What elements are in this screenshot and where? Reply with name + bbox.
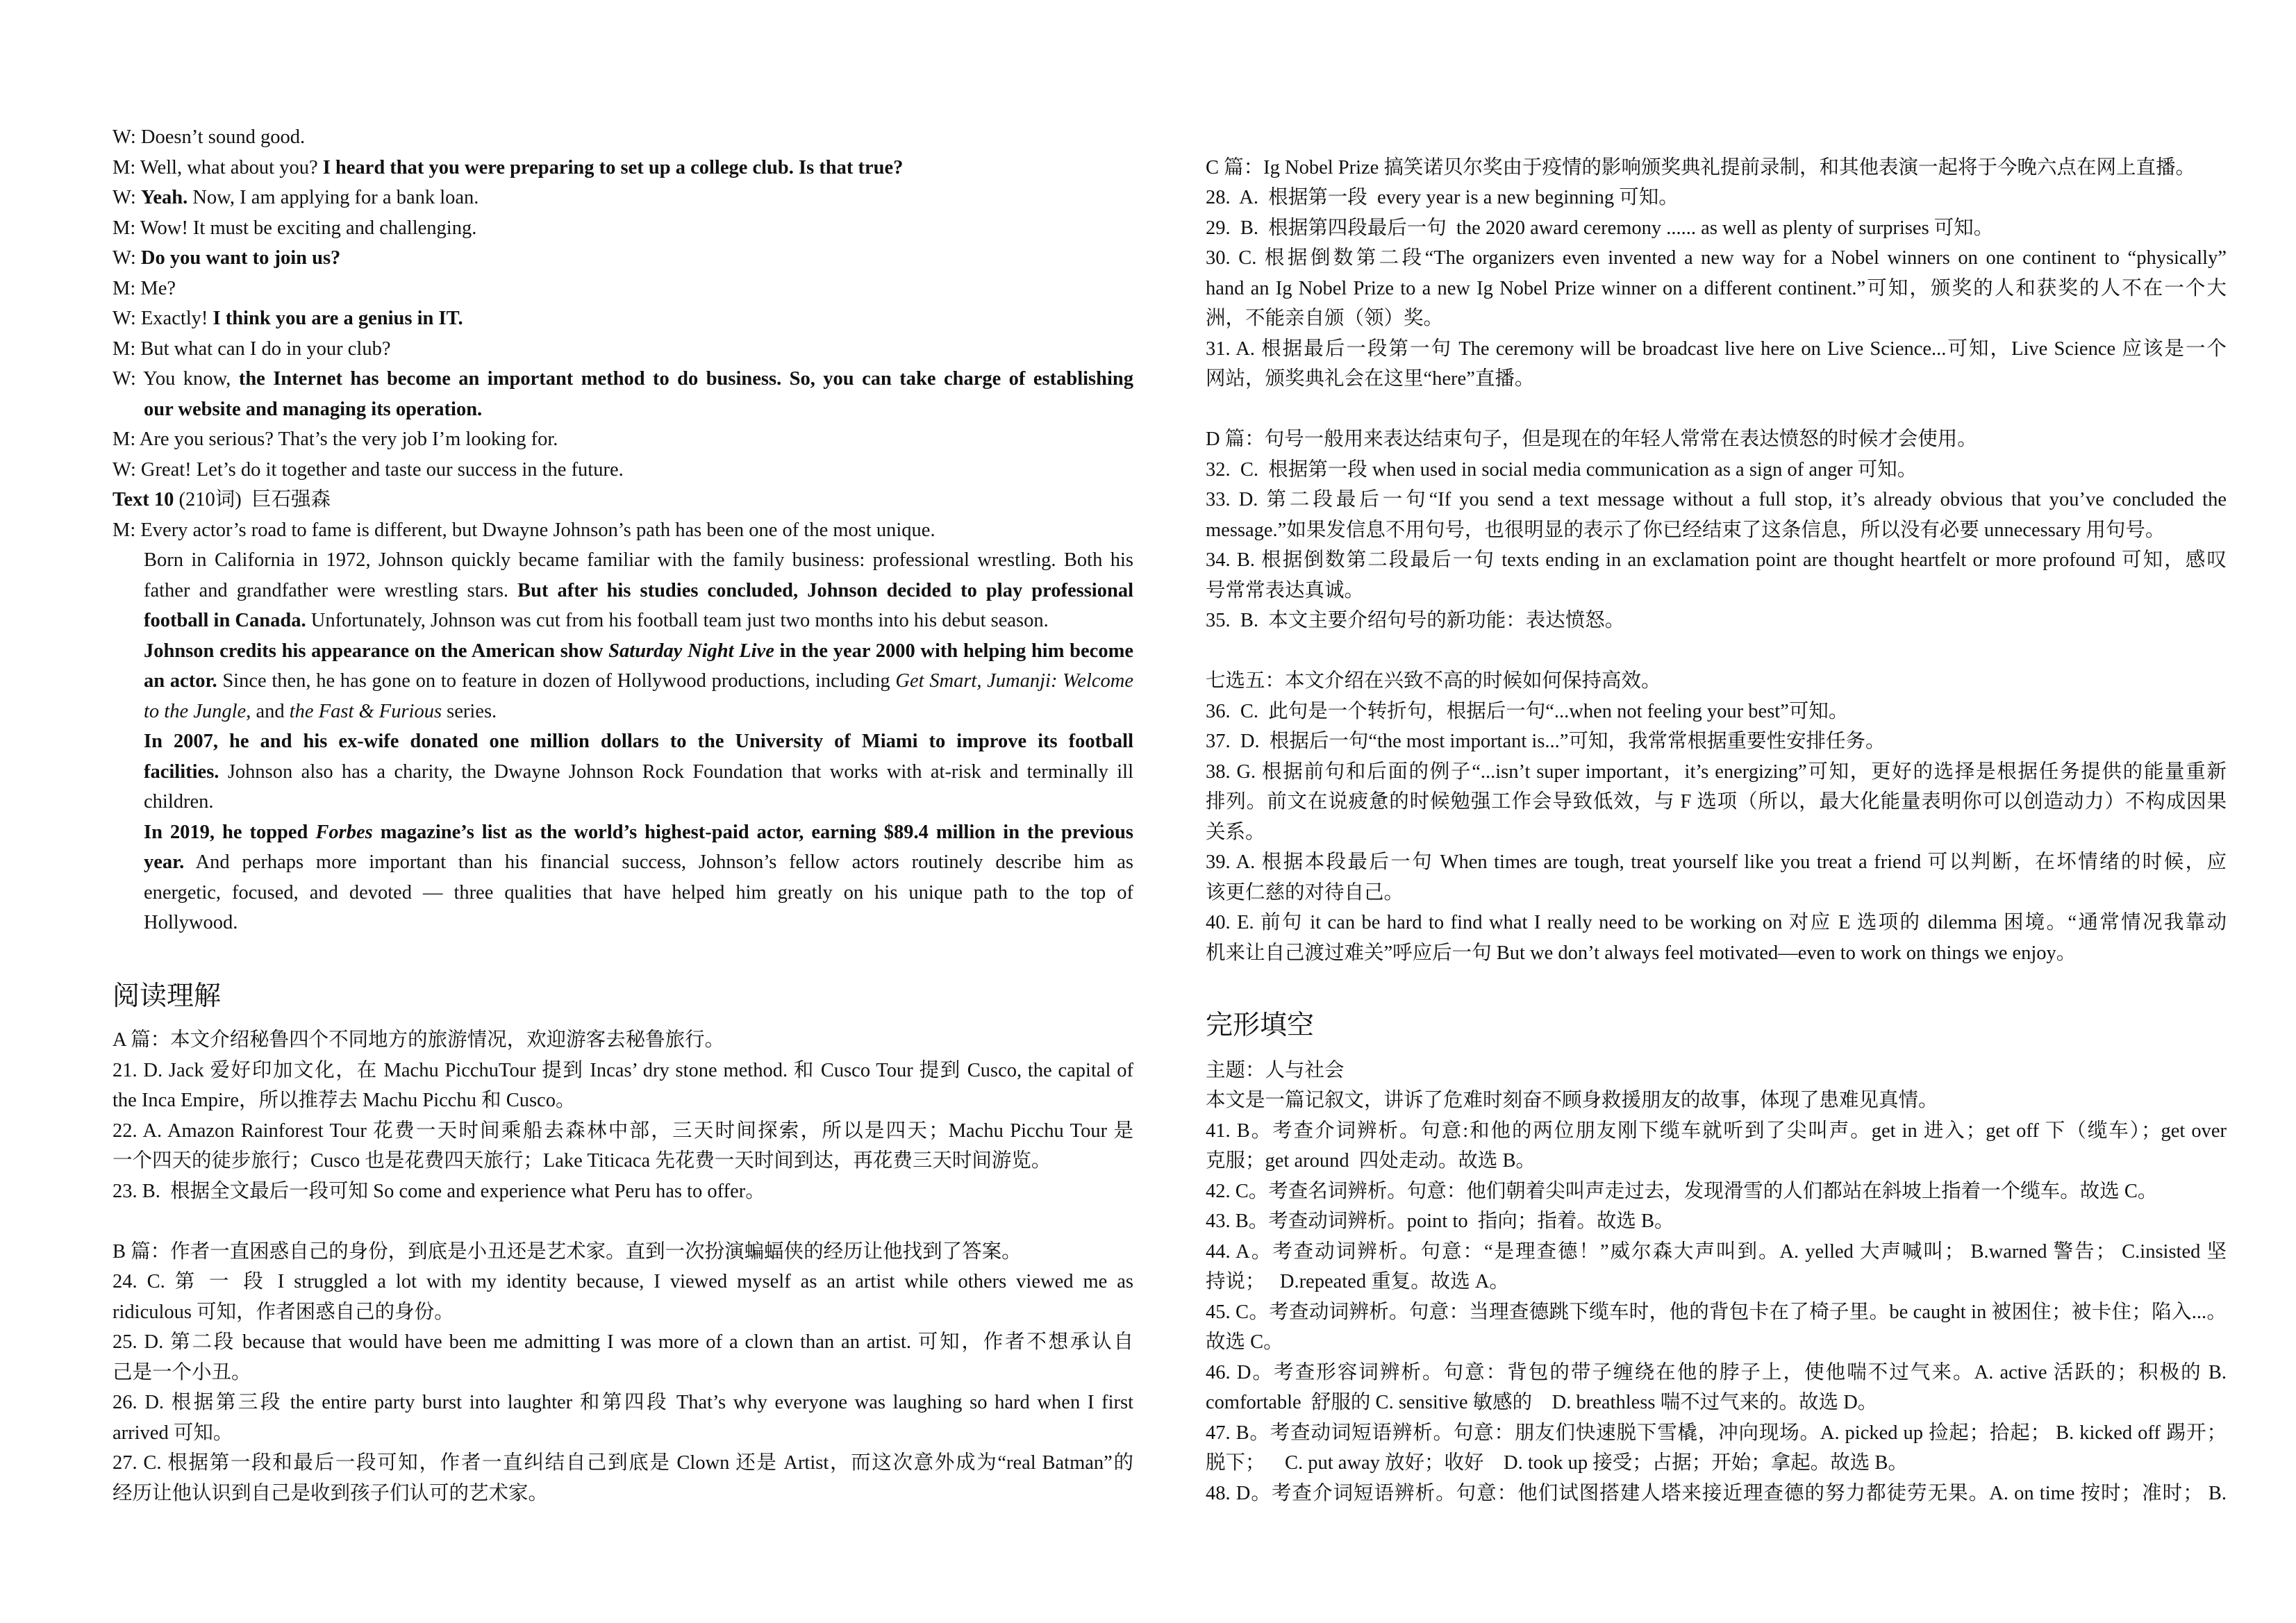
dialog-line: W: Exactly! I think you are a genius in IT. bbox=[113, 308, 463, 329]
reading-line: 25. D. 第二段 because that would have been me admitting I was more of a clown than an artist. 可知，作者不想承认自 bbox=[113, 1331, 1133, 1353]
reading-line: the Inca Empire，所以推荐去 Machu Picchu 和 Cusco。 bbox=[113, 1090, 576, 1111]
reading-line: 23. B. 根据全文最后一段可知 So come and experience what Peru has to offer。 bbox=[113, 1181, 765, 1202]
text10-line: facilities. Johnson also has a charity, the Dwayne Johnson Rock Foundation that works with at-risk and terminally ill bbox=[144, 761, 1133, 783]
answer-line: 38. G. 根据前句和后面的例子“...isn’t super important，it’s energizing”可知，更好的选择是根据任务提供的能量重新 bbox=[1206, 761, 2227, 783]
dialog-line: M: But what can I do in your club? bbox=[113, 338, 391, 360]
dialog-line: W: Great! Let’s do it together and taste our success in the future. bbox=[113, 459, 624, 481]
section-heading-cloze: 完形填空 bbox=[1206, 1010, 1315, 1040]
answer-line: 34. B. 根据倒数第二段最后一句 texts ending in an exclamation point are thought heartfelt or more profound 可知，感叹 bbox=[1206, 549, 2227, 571]
reading-line: arrived 可知。 bbox=[113, 1422, 233, 1444]
reading-line: 一个四天的徒步旅行；Cusco 也是花费四天旅行；Lake Titicaca 先花费一天时间到达，再花费三天时间游览。 bbox=[113, 1150, 1051, 1172]
text10-line: to the Jungle, and the Fast & Furious series. bbox=[144, 701, 497, 722]
answer-line: 网站，颁奖典礼会在这里“here”直播。 bbox=[1206, 368, 1535, 390]
answer-line: 机来让自己渡过难关”呼应后一句 But we don’t always feel motivated—even to work on things we enjoy。 bbox=[1206, 942, 2077, 964]
text10-title: Text 10 (210词) 巨石强森 bbox=[113, 489, 331, 510]
cloze-line: 42. C。考查名词辨析。句意：他们朝着尖叫声走过去，发现滑雪的人们都站在斜坡上指着一个缆车。故选 C。 bbox=[1206, 1181, 2158, 1202]
text10-line: children. bbox=[144, 791, 214, 813]
dialog-line: M: Me? bbox=[113, 278, 176, 299]
cloze-line: 47. B。考查动词短语辨析。句意：朋友们快速脱下雪橇，冲向现场。A. picked up 捡起；拾起； B. kicked off 踢开； bbox=[1206, 1422, 2227, 1444]
reading-line: ridiculous 可知，作者困惑自己的身份。 bbox=[113, 1301, 454, 1323]
answer-line: hand an Ig Nobel Prize to a new Ig Nobel Prize winner on a different continent.”可知，颁奖的人和获奖的人不在一个大 bbox=[1206, 278, 2227, 299]
cloze-line: 主题：人与社会 bbox=[1206, 1060, 1345, 1081]
reading-line: A 篇：本文介绍秘鲁四个不同地方的旅游情况，欢迎游客去秘鲁旅行。 bbox=[113, 1029, 725, 1051]
reading-line: 22. A. Amazon Rainforest Tour 花费一天时间乘船去森林中部，三天时间探索，所以是四天；Machu Picchu Tour 是 bbox=[113, 1120, 1133, 1142]
answer-line: D 篇：句号一般用来表达结束句子，但是现在的年轻人常常在表达愤怒的时候才会使用。 bbox=[1206, 428, 1977, 450]
text10-line: an actor. Since then, he has gone on to feature in dozen of Hollywood productions, including Get Smart, Jumanji: Welcome bbox=[144, 670, 1133, 692]
text10-line: In 2007, he and his ex-wife donated one million dollars to the University of Miami to improve its football bbox=[144, 731, 1133, 752]
answer-line: 号常常表达真诚。 bbox=[1206, 580, 1365, 601]
cloze-line: comfortable 舒服的 C. sensitive 敏感的 D. breathless 喘不过气来的。故选 D。 bbox=[1206, 1392, 1878, 1413]
reading-line: 27. C. 根据第一段和最后一段可知，作者一直纠结自己到底是 Clown 还是 Artist，而这次意外成为“real Batman”的 bbox=[113, 1452, 1133, 1474]
answer-line: 31. A. 根据最后一段第一句 The ceremony will be broadcast live here on Live Science...可知，Live Science 应该是一个 bbox=[1206, 338, 2227, 360]
answer-line: 36. C. 此句是一个转折句，根据后一句“...when not feeling your best”可知。 bbox=[1206, 701, 1849, 722]
answer-line: 32. C. 根据第一段 when used in social media communication as a sign of anger 可知。 bbox=[1206, 459, 1918, 481]
text10-line: M: Every actor’s road to fame is different, but Dwayne Johnson’s path has been one of the most unique. bbox=[113, 519, 935, 541]
cloze-line: 本文是一篇记叙文，讲诉了危难时刻奋不顾身救援朋友的故事，体现了患难见真情。 bbox=[1206, 1090, 1938, 1111]
cloze-line: 克服；get around 四处走动。故选 B。 bbox=[1206, 1150, 1536, 1172]
cloze-line: 44. A。考查动词辨析。句意：“是理查德！”威尔森大声叫到。A. yelled 大声喊叫； B.warned 警告； C.insisted 坚 bbox=[1206, 1241, 2227, 1263]
text10-line: Born in California in 1972, Johnson quickly became familiar with the family business: professional wrestling. Both his bbox=[144, 549, 1133, 571]
answer-line: 关系。 bbox=[1206, 822, 1265, 843]
text10-line: Johnson credits his appearance on the American show Saturday Night Live in the year 2000 with helping him become bbox=[144, 640, 1133, 662]
text10-line: Hollywood. bbox=[144, 912, 238, 933]
dialog-line: M: Are you serious? That’s the very job I’m looking for. bbox=[113, 428, 558, 450]
section-heading-reading: 阅读理解 bbox=[113, 981, 222, 1011]
reading-line: 己是一个小丑。 bbox=[113, 1362, 251, 1383]
answer-line: 七选五：本文介绍在兴致不高的时候如何保持高效。 bbox=[1206, 670, 1661, 692]
cloze-line: 45. C。考查动词辨析。句意：当理查德跳下缆车时，他的背包卡在了椅子里。be caught in 被困住；被卡住；陷入...。 bbox=[1206, 1301, 2227, 1323]
dialog-line: W: Yeah. Now, I am applying for a bank loan. bbox=[113, 187, 479, 208]
dialog-line: M: Wow! It must be exciting and challenging. bbox=[113, 217, 477, 239]
answer-line: 洲，不能亲自颁（领）奖。 bbox=[1206, 308, 1444, 329]
text10-line: father and grandfather were wrestling stars. But after his studies concluded, Johnson decided to play professional bbox=[144, 580, 1133, 601]
cloze-line: 41. B。考查介词辨析。句意:和他的两位朋友刚下缆车就听到了尖叫声。get in 进入；get off 下（缆车）；get over bbox=[1206, 1120, 2227, 1142]
answer-line: 30. C. 根据倒数第二段“The organizers even invented a new way for a Nobel winners on one continent to “physically” bbox=[1206, 247, 2227, 269]
text10-line: energetic, focused, and devoted — three qualities that have helped him greatly on his unique path to the top of bbox=[144, 882, 1133, 904]
cloze-line: 故选 C。 bbox=[1206, 1331, 1283, 1353]
answer-line: 40. E. 前句 it can be hard to find what I really need to be working on 对应 E 选项的 dilemma 困境。“通常情况我靠动 bbox=[1206, 912, 2227, 933]
cloze-line: 脱下； C. put away 放好；收好 D. took up 接受；占据；开始；拿起。故选 B。 bbox=[1206, 1452, 1908, 1474]
answer-line: 35. B. 本文主要介绍句号的新功能：表达愤怒。 bbox=[1206, 610, 1625, 631]
reading-line: 24. C. 第 一 段 I struggled a lot with my identity because, I viewed myself as an artist while others viewed me as bbox=[113, 1271, 1133, 1292]
reading-line: B 篇：作者一直困惑自己的身份，到底是小丑还是艺术家。直到一次扮演蝙蝠侠的经历让他找到了答案。 bbox=[113, 1241, 1022, 1263]
answer-line: 排列。前文在说疲惫的时候勉强工作会导致低效，与 F 选项（所以，最大化能量表明你可以创造动力）不构成因果 bbox=[1206, 791, 2227, 813]
reading-line: 26. D. 根据第三段 the entire party burst into laughter 和第四段 That’s why everyone was laughing so hard when I first bbox=[113, 1392, 1133, 1413]
text10-line: In 2019, he topped Forbes magazine’s list as the world’s highest-paid actor, earning $89.4 million in the previous bbox=[144, 822, 1133, 843]
answer-line: C 篇：Ig Nobel Prize 搞笑诺贝尔奖由于疫情的影响颁奖典礼提前录制，和其他表演一起将于今晚六点在网上直播。 bbox=[1206, 157, 2195, 178]
cloze-line: 43. B。考查动词辨析。point to 指向；指着。故选 B。 bbox=[1206, 1210, 1674, 1232]
dialog-line: W: Do you want to join us? bbox=[113, 247, 341, 269]
answer-line: 29. B. 根据第四段最后一句 the 2020 award ceremony ...... as well as plenty of surprises 可知。 bbox=[1206, 217, 1994, 239]
dialog-line: W: Doesn’t sound good. bbox=[113, 126, 306, 148]
text10-line: football in Canada. Unfortunately, Johnson was cut from his football team just two months into his debut season. bbox=[144, 610, 1049, 631]
answer-line: 28. A. 根据第一段 every year is a new beginning 可知。 bbox=[1206, 187, 1679, 208]
dialog-line: W: You know, the Internet has become an important method to do business. So, you can take charge of establishing bbox=[113, 368, 1133, 390]
reading-line: 经历让他认识到自己是收到孩子们认可的艺术家。 bbox=[113, 1483, 549, 1504]
answer-line: 该更仁慈的对待自己。 bbox=[1206, 882, 1404, 904]
answer-line: 37. D. 根据后一句“the most important is...”可知，我常常根据重要性安排任务。 bbox=[1206, 731, 1886, 752]
answer-line: 33. D. 第二段最后一句“If you send a text message without a full stop, it’s already obvious that you’ve concluded the bbox=[1206, 489, 2227, 510]
answer-line: 39. A. 根据本段最后一句 When times are tough, treat yourself like you treat a friend 可以判断，在坏情绪的时候，应 bbox=[1206, 851, 2227, 873]
answer-line: message.”如果发信息不用句号，也很明显的表示了你已经结束了这条信息，所以没有必要 unnecessary 用句号。 bbox=[1206, 519, 2165, 541]
cloze-line: 48. D。考查介词短语辨析。句意：他们试图搭建人塔来接近理查德的努力都徒劳无果。A. on time 按时；准时； B. bbox=[1206, 1483, 2227, 1504]
reading-line: 21. D. Jack 爱好印加文化，在 Machu PicchuTour 提到 Incas’ dry stone method. 和 Cusco Tour 提到 Cusco, the capital of bbox=[113, 1060, 1133, 1081]
text10-line: year. And perhaps more important than his financial success, Johnson’s fellow actors routinely describe him as bbox=[144, 851, 1133, 873]
cloze-line: 持说； D.repeated 重复。故选 A。 bbox=[1206, 1271, 1509, 1292]
cloze-line: 46. D。考查形容词辨析。句意：背包的带子缠绕在他的脖子上，使他喘不过气来。A. active 活跃的；积极的 B. bbox=[1206, 1362, 2227, 1383]
dialog-line-continued: our website and managing its operation. bbox=[144, 399, 483, 420]
dialog-line-bold: M: Well, what about you? I heard that you were preparing to set up a college club. Is that true? bbox=[113, 157, 904, 178]
